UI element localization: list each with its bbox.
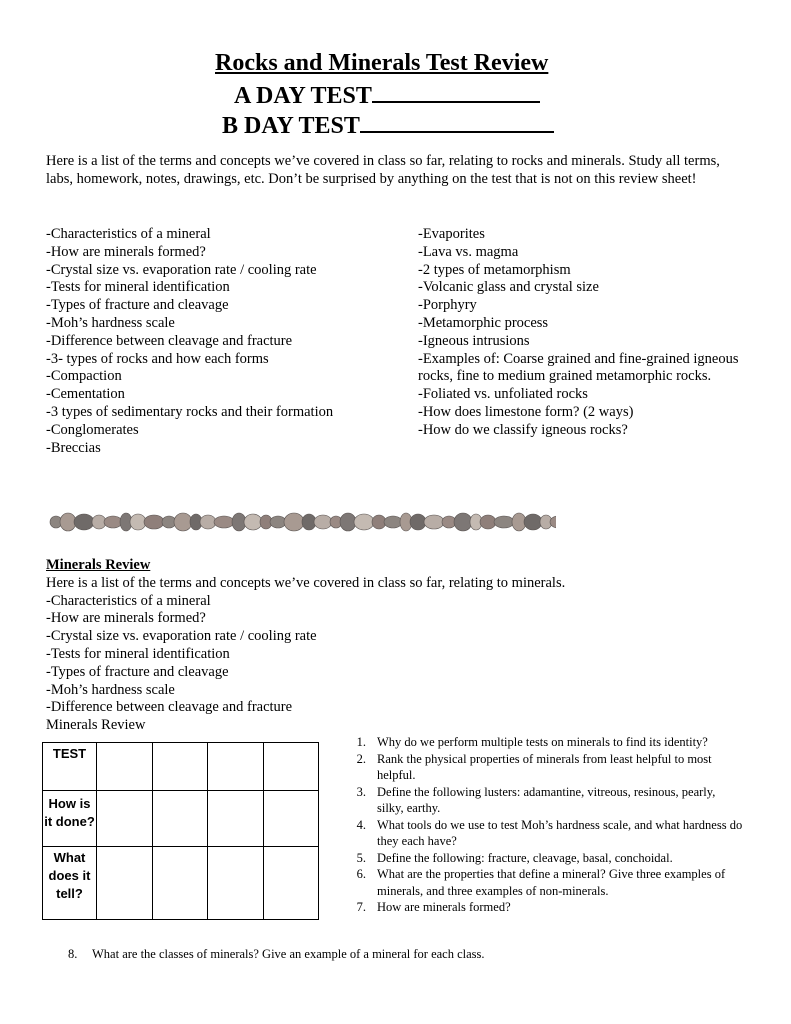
pebble-shape (410, 514, 426, 530)
question-number: 1. (356, 735, 366, 749)
table-cell[interactable] (208, 791, 264, 847)
term-item: -2 types of metamorphism (418, 261, 571, 278)
pebble-shape (454, 513, 472, 531)
table-cell[interactable] (263, 743, 319, 791)
term-item: -Lava vs. magma (418, 243, 519, 260)
table-row (43, 743, 319, 791)
question-text: Define the following: fracture, cleavage, basal, conchoidal. (377, 850, 673, 865)
term-item: -Types of fracture and cleavage (46, 297, 229, 314)
term-item: -How do we classify igneous rocks? (418, 421, 628, 438)
pebble-shape (74, 514, 94, 530)
question-item-8 (68, 946, 485, 963)
question-number: 3. (356, 784, 366, 799)
table-cell[interactable] (97, 791, 153, 847)
pebble-shape (130, 514, 146, 530)
a-day-test-label: A DAY TEST (234, 83, 372, 109)
question-item (350, 784, 745, 817)
table-cell[interactable] (208, 743, 264, 791)
table-cell[interactable] (97, 743, 153, 791)
question-item (350, 899, 745, 916)
term-item: -How are minerals formed? (46, 243, 206, 260)
question-text: Rank the physical properties of minerals from least helpful to most helpful. (377, 751, 712, 782)
table-row (43, 791, 319, 847)
minerals-item: -Tests for mineral identification (46, 645, 230, 662)
question-number: 7. (356, 900, 366, 914)
pebble-shape (524, 514, 542, 530)
question-item (350, 734, 745, 751)
minerals-item: -Moh’s hardness scale (46, 681, 175, 698)
terms-left-column (46, 226, 386, 457)
question-number: 6. (356, 867, 366, 881)
pebble-shape (144, 515, 164, 529)
table-cell[interactable] (152, 847, 208, 920)
question-item (350, 751, 745, 784)
term-item: -Crystal size vs. evaporation rate / cooling rate (46, 261, 317, 278)
question-number: 5. (356, 850, 366, 865)
question-text: What tools do we use to test Moh’s hardness scale, and what hardness do they each have? (377, 817, 743, 848)
term-item: -Tests for mineral identification (46, 279, 230, 296)
term-item: -Breccias (46, 439, 101, 456)
a-day-test-line (234, 79, 540, 110)
mineral-tests-table (42, 742, 319, 920)
table-cell[interactable] (152, 743, 208, 791)
pebble-shape (60, 513, 76, 531)
page-title: Rocks and Minerals Test Review (215, 50, 549, 76)
table-row-label: How is it done? (43, 791, 97, 847)
pebble-shape (284, 513, 304, 531)
question-number: 2. (356, 751, 366, 766)
pebble-shape (104, 516, 122, 528)
minerals-item: -How are minerals formed? (46, 610, 206, 627)
term-item: -Difference between cleavage and fracture (46, 332, 293, 349)
term-item: -Compaction (46, 368, 122, 385)
minerals-review-intro: Here is a list of the terms and concepts we’ve covered in class so far, relating to minerals. (46, 574, 566, 591)
question-text: How are minerals formed? (377, 900, 511, 914)
question-number: 8. (68, 947, 78, 961)
pebble-shape (424, 515, 444, 529)
pebble-shape (494, 516, 514, 528)
b-day-test-line (222, 109, 554, 140)
term-item: -Moh’s hardness scale (46, 314, 175, 331)
intro-paragraph: Here is a list of the terms and concepts we’ve covered in class so far, relating to rocks and minerals. Study all terms, labs, homework, notes, drawings, etc. Don’t be surprised by anything on the test that is not on this review sheet! (46, 153, 720, 187)
table-row-label: TEST (43, 743, 97, 791)
pebble-shape (384, 516, 402, 528)
b-day-blank[interactable] (360, 109, 554, 133)
pebble-shape (340, 513, 356, 531)
term-item: -3 types of sedimentary rocks and their formation (46, 403, 334, 420)
minerals-item: -Types of fracture and cleavage (46, 663, 229, 680)
pebble-shape (244, 514, 262, 530)
minerals-review-section (46, 557, 646, 735)
question-text: What are the classes of minerals? Give an example of a mineral for each class. (92, 947, 485, 961)
pebble-shape (270, 516, 286, 528)
term-item: -Porphyry (418, 297, 477, 314)
table-row-label: What does it tell? (43, 847, 97, 920)
questions-list (350, 734, 745, 916)
minerals-review-subheading: Minerals Review (46, 717, 146, 734)
minerals-review-heading: Minerals Review (46, 557, 151, 573)
question-item (350, 850, 745, 867)
question-text: Define the following lusters: adamantine, vitreous, resinous, pearly, silky, earthy. (377, 784, 716, 815)
table-cell[interactable] (208, 847, 264, 920)
table-cell[interactable] (97, 847, 153, 920)
minerals-item: -Characteristics of a mineral (46, 592, 211, 609)
question-number: 4. (356, 817, 366, 832)
pebble-shape (314, 515, 332, 529)
question-text: What are the properties that define a mineral? Give three examples of minerals, and three examples of non-minerals. (377, 867, 726, 898)
pebble-shape (174, 513, 192, 531)
b-day-test-label: B DAY TEST (222, 113, 360, 139)
table-cell[interactable] (263, 847, 319, 920)
a-day-blank[interactable] (372, 79, 540, 103)
pebble-shape (354, 514, 374, 530)
question-item (350, 817, 745, 850)
table-cell[interactable] (263, 791, 319, 847)
term-item: -How does limestone form? (2 ways) (418, 403, 634, 420)
term-item: -Examples of: Coarse grained and fine-grained igneous rocks, fine to medium grained metamorphic rocks. (418, 350, 739, 385)
rocks-divider-image (46, 510, 556, 538)
term-item: -Igneous intrusions (418, 332, 530, 349)
term-item: -Cementation (46, 386, 125, 403)
pebble-shape (214, 516, 234, 528)
table-cell[interactable] (152, 791, 208, 847)
term-item: -Metamorphic process (418, 314, 549, 331)
term-item: -Evaporites (418, 226, 485, 242)
question-item (350, 866, 745, 899)
term-item: -Characteristics of a mineral (46, 226, 211, 242)
pebble-shape (200, 515, 216, 529)
term-item: -Volcanic glass and crystal size (418, 279, 599, 296)
question-text: Why do we perform multiple tests on minerals to find its identity? (377, 735, 708, 749)
terms-right-column (418, 226, 758, 440)
minerals-item: -Difference between cleavage and fracture (46, 699, 293, 716)
pebble-shape (480, 515, 496, 529)
term-item: -Foliated vs. unfoliated rocks (418, 386, 588, 403)
table-row (43, 847, 319, 920)
minerals-item: -Crystal size vs. evaporation rate / cooling rate (46, 628, 317, 645)
term-item: -3- types of rocks and how each forms (46, 350, 269, 367)
term-item: -Conglomerates (46, 421, 139, 438)
